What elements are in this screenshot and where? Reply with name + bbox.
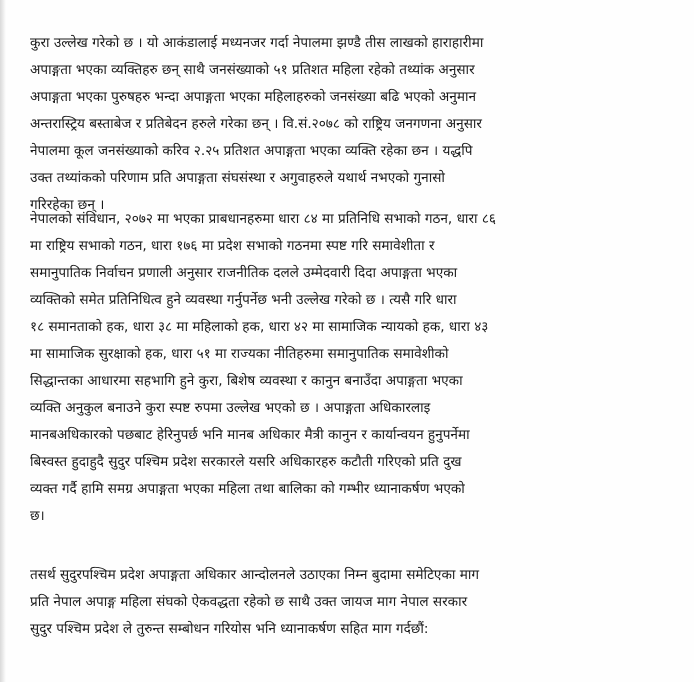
text-line: व्यक्ति अनुकुल बनाउने कुरा स्पष्ट रुपमा उल्लेख भएको छ । अपाङ्गता अधिकारलाइ: [30, 400, 431, 416]
paragraph-demand-solidarity: [30, 562, 675, 643]
text-line: १८ समानताको हक, धारा ३८ मा महिलाको हक, धारा ४२ मा सामाजिक न्यायको हक, धारा ४३: [30, 319, 489, 335]
text-line: मानबअधिकारको पछबाट हेरिनुपर्छ भनि मानब अधिकार मैत्री कानुन र कार्यान्वयन हुनुपर्नेमा: [30, 427, 470, 443]
text-line: सिद्धान्तका आधारमा सहभागि हुने कुरा, बिशेष व्यवस्था र कानुन बनाउँदा अपाङ्गता भएका: [30, 373, 463, 389]
text-line: अपाङ्गता भएका पुरुषहरु भन्दा अपाङ्गता भएका महिलाहरुको जनसंख्या बढि भएको अनुमान: [30, 89, 477, 105]
text-line: उक्त तथ्यांकको परिणाम प्रति अपाङ्गता संघसंस्था र अगुवाहरुले यथार्थ नभएको गुनासो: [30, 170, 445, 186]
text-line: मा राष्ट्रिय सभाको गठन, धारा १७६ मा प्रदेश सभाको गठनमा स्पष्ट गरि समावेशीता र: [30, 238, 435, 254]
text-line: कुरा उल्लेख गरेको छ । यो आकंडालाई मध्यनजर गर्दा नेपालमा झण्डै तीस लाखको हाराहारीमा: [30, 35, 484, 51]
text-line: मा सामाजिक सुरक्षाको हक, धारा ५१ मा राज्यका नीतिहरुमा समानुपातिक समावेशीको: [30, 346, 449, 362]
text-line: तसर्थ सुदुरपश्चिम प्रदेश अपाङ्गता अधिकार आन्दोलनले उठाएका निम्न बुदामा समेटिएका माग: [30, 567, 480, 583]
text-line: सुदुर पश्चिम प्रदेश ले तुरुन्त सम्बोधन गरियोस भनि ध्यानाकर्षण सहित माग गर्दछौं:: [30, 621, 429, 637]
text-line: व्यक्तिको समेत प्रतिनिधित्व हुने व्यवस्था गर्नुपर्नेछ भनी उल्लेख गरेको छ । त्यसै गरि धारा: [30, 292, 457, 308]
paragraph-constitution-provisions: [30, 206, 675, 530]
text-line: नेपालमा कूल जनसंख्याको करिव २.२५ प्रतिशत अपाङ्गता भएका व्यक्ति रहेका छन । यद्धपि: [30, 143, 473, 159]
text-line: गरिरहेका छन् ।: [30, 197, 105, 213]
text-line: अपाङ्गता भएका व्यक्तिहरु छन् साथै जनसंख्याको ५१ प्रतिशत महिला रहेको तथ्यांक अनुसार: [30, 62, 475, 78]
text-line: व्यक्त गर्दै हामि समग्र अपाङ्गता भएका महिला तथा बालिका को गम्भीर ध्यानाकर्षण भएको: [30, 481, 465, 497]
page-edge-shadow: [0, 0, 6, 682]
text-line: अन्तरास्ट्रिय बस्ताबेज र प्रतिबेदन हरुले गरेका छन् । वि.सं.२०७८ को राष्ट्रिय जनगणना अनुसार: [30, 116, 482, 132]
text-line: समानुपातिक निर्वाचन प्रणाली अनुसार राजनीतिक दलले उम्मेदवारी दिदा अपाङ्गता भएका: [30, 265, 458, 281]
text-line: छ।: [30, 508, 45, 524]
paragraph-disability-statistics: [30, 30, 675, 219]
text-line: बिस्वस्त हुदाहुदै सुदुर पश्चिम प्रदेश सरकारले यसरि अधिकारहरु कटौती गरिएको प्रति दुख: [30, 454, 462, 470]
text-line: नेपालको संविधान, २०७२ मा भएका प्राबधानहरुमा धारा ८४ मा प्रतिनिधि सभाको गठन, धारा ८६: [30, 211, 496, 227]
text-line: प्रति नेपाल अपाङ्ग महिला संघको ऐकवद्धता रहेको छ साथै उक्त जायज माग नेपाल सरकार: [30, 594, 468, 610]
